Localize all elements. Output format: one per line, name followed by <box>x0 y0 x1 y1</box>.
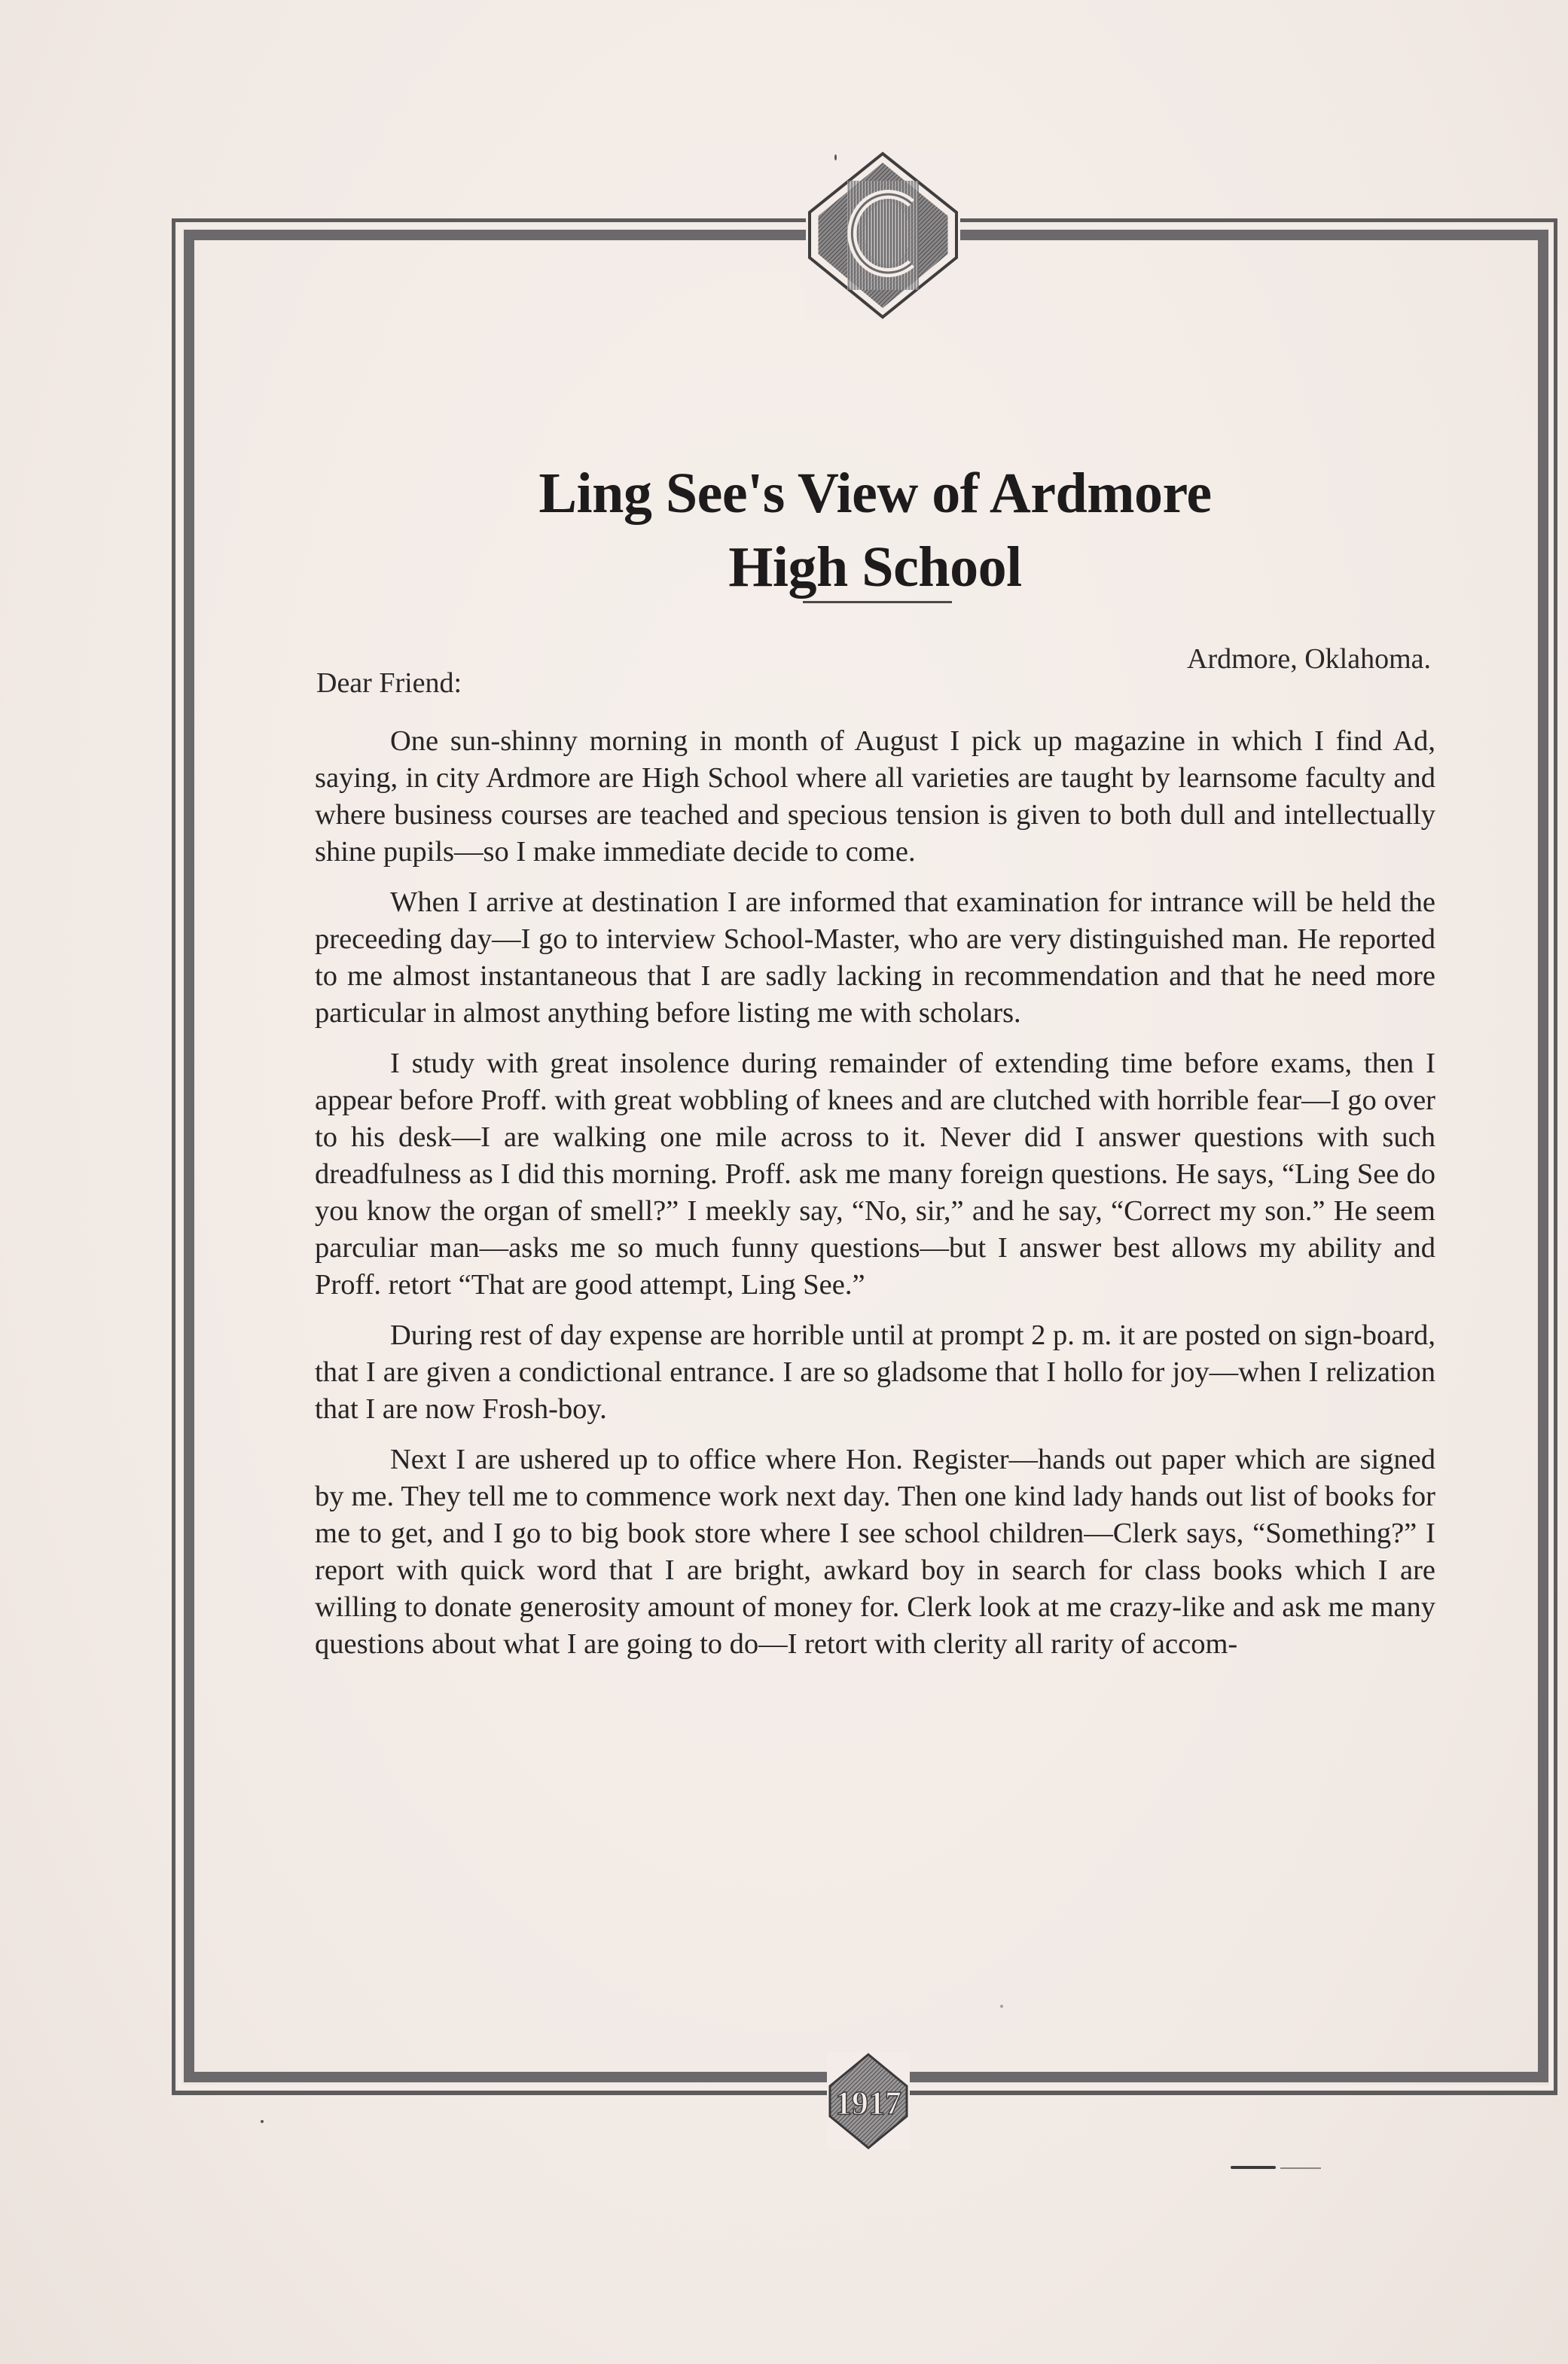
print-mark <box>1231 2166 1276 2169</box>
paper-speck <box>1000 2005 1003 2008</box>
year-text: 1917 <box>835 2085 901 2121</box>
paragraph: One sun-shinny morning in month of August I pick up magazine in which I find Ad, saying, in city Ardmore are High School where all varieties are taught by learnsome faculty and where business courses are teached and specious tension is given to both dull and intellectually shine pupils—so I make immediate decide to come. <box>315 725 1435 868</box>
letter-place: Ardmore, Oklahoma. <box>1187 643 1431 675</box>
paragraph: During rest of day expense are horrible until at prompt 2 p. m. it are posted on sign-board, that I are given a condictional entrance. I are so gladsome that I hollo for joy—when I relization that I are now Frosh-boy. <box>315 1319 1435 1425</box>
title-line-1: Ling See's View of Ardmore <box>538 461 1212 525</box>
letter-body <box>315 723 1435 1676</box>
letter-greeting: Dear Friend: <box>316 667 462 699</box>
paragraph: When I arrive at destination I are informed that examination for intrance will be held the preceeding day—I go to interview School-Master, who are very distinguished man. He reported to me almost instantaneous that I are sadly lacking in recommendation and that he need more particular in almost anything before listing me with scholars. <box>315 886 1435 1029</box>
paragraph: I study with great insolence during remainder of extending time before exams, then I appear before Proff. with great wobbling of knees and are clutched with horrible fear—I go over to his desk—I are walking one mile across to it. Never did I answer questions with such dreadfulness as I did this morning. Proff. ask me many foreign questions. He says, “Ling See do you know the organ of smell?” I meekly say, “No, sir,” and he say, “Correct my son.” He seem parculiar man—asks me so much funny questions—but I answer best allows my ability and Proff. retort “That are good attempt, Ling See.” <box>315 1048 1435 1301</box>
class-emblem-c-icon <box>806 151 960 320</box>
paragraph: Next I are ushered up to office where Hon. Register—hands out paper which are signed by me. They tell me to commence work next day. Then one kind lady hands out list of books for me to get, and I go to big book store where I see school children—Clerk says, “Something?” I report with quick word that I are bright, awkard boy in search for class books which I are willing to donate generosity amount of money for. Clerk look at me crazy-like and ask me many questions about what I are going to do—I retort with clerity all rarity of accom- <box>315 1444 1435 1660</box>
title-line-2: High School <box>728 535 1022 599</box>
article-title <box>315 456 1435 604</box>
print-mark <box>1280 2167 1321 2169</box>
paper-speck <box>261 2120 264 2123</box>
year-emblem-icon <box>827 2052 910 2150</box>
title-divider <box>803 601 952 603</box>
paper-speck <box>834 154 837 160</box>
